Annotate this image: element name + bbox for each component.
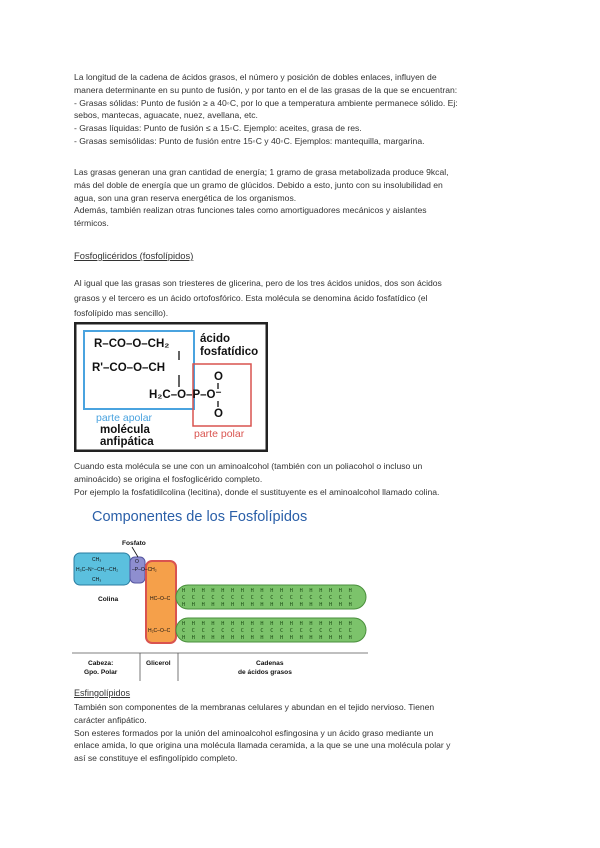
chain-atom: H — [211, 621, 215, 627]
chain-atom: H — [319, 588, 323, 594]
text-line: Las grasas generan una gran cantidad de energía; 1 gramo de grasa metabolizada produce 9kcal, — [74, 167, 449, 177]
heading-esfingolipidos: Esfingolípidos — [74, 688, 131, 698]
chain-atom: C — [329, 595, 333, 601]
label-apolar: parte apolar — [96, 412, 153, 424]
text-line: Al igual que las grasas son triesteres de glicerina, pero de los tres ácidos unidos, dos son ácidos — [74, 278, 442, 288]
chain-atom: H — [231, 621, 235, 627]
chain-atom: C — [221, 595, 225, 601]
chain-atom: C — [309, 595, 313, 601]
chain-atom: H — [260, 588, 264, 594]
figure-title: Componentes de los Fosfolípidos — [92, 509, 308, 525]
text-line: térmicos. — [74, 218, 109, 229]
chain-atom: H — [260, 602, 264, 608]
chain-atom: H — [289, 602, 293, 608]
chain-atom: C — [348, 628, 352, 634]
chain-atom: H — [221, 588, 225, 594]
chain-atom: H — [211, 588, 215, 594]
label-cabeza: Cabeza: — [88, 660, 114, 667]
text-line: Por ejemplo la fosfatidilcolina (lecitina), donde el sustituyente es el aminoalcohol llamado colina. — [74, 486, 440, 497]
chain-atom: H — [221, 621, 225, 627]
chain-atom: C — [270, 595, 274, 601]
chain-atom: H — [240, 621, 244, 627]
phosphate-oxygen-top: O — [214, 371, 223, 383]
chain-atom: H — [329, 588, 333, 594]
chain-atom: C — [319, 628, 323, 634]
chain-atom: C — [231, 595, 235, 601]
text-line: - Grasas sólidas: Punto de fusión ≥ a 40◦C, por lo que a temperatura ambiente permanece sólido. Ej: — [74, 97, 458, 108]
text-line: - Grasas semisólidas: Punto de fusión entre 15◦C y 40◦C. Ejemplos: mantequilla, margarina. — [74, 135, 425, 146]
chain-atom: H — [221, 602, 225, 608]
text-line: agua, son una gran reserva energética de los organismos. — [74, 192, 297, 203]
label-cadenas: Cadenas — [256, 660, 284, 667]
chain-atom: H — [299, 635, 303, 641]
label-molecule-2: anfipática — [100, 436, 154, 448]
chain-atom: H — [319, 635, 323, 641]
chain-atom: C — [211, 628, 215, 634]
glycerol-row-2: H₂C–O–C — [148, 628, 171, 634]
chain-atom: H — [319, 602, 323, 608]
label-colina: Colina — [98, 596, 119, 603]
text-line: grasos y el tercero es un ácido ortofosfórico. Esta molécula se denomina ácido fosfatídico (el — [74, 293, 428, 303]
chain-atom: H — [280, 635, 284, 641]
chain-atom: C — [231, 628, 235, 634]
text-line: Además, también realizan otras funciones tales como amortiguadores mecánicos y aislantes — [74, 205, 427, 216]
chain-atom: H — [270, 635, 274, 641]
chain-atom: C — [289, 595, 293, 601]
formula-row-1: R–CO–O–CH₂ — [94, 338, 170, 350]
chain-atom: H — [299, 602, 303, 608]
chain-atom: H — [182, 588, 186, 594]
chain-atom: H — [280, 588, 284, 594]
chain-atom: H — [299, 621, 303, 627]
label-glicerol: Glicerol — [146, 660, 171, 667]
chain-atom: C — [240, 595, 244, 601]
chain-atom: H — [201, 621, 205, 627]
chain-atom: H — [201, 602, 205, 608]
chain-atom: H — [191, 635, 195, 641]
chain-atom: H — [191, 621, 195, 627]
chain-atom: H — [250, 621, 254, 627]
chain-atom: C — [221, 628, 225, 634]
chain-atom: H — [201, 635, 205, 641]
chain-atom: C — [182, 595, 186, 601]
choline-ch3-top: CH₃ — [92, 557, 102, 563]
chain-atom: H — [231, 602, 235, 608]
text-line: Son esteres formados por la unión del aminoalcohol esfingosina y un ácido graso mediante un — [74, 727, 434, 738]
chain-atom: H — [338, 588, 342, 594]
chain-atom: H — [289, 588, 293, 594]
label-molecule-1: molécula — [100, 424, 150, 436]
phospholipid-components-diagram — [70, 505, 370, 683]
choline-ch3-bottom: CH₃ — [92, 577, 102, 583]
chain-atom: H — [348, 635, 352, 641]
text-line: manera determinante en su punto de fusión, y por tanto en el de las grasas de la que se encuentran: — [74, 84, 458, 95]
chain-atom: C — [348, 595, 352, 601]
paragraph-fat-melting — [74, 71, 529, 148]
chain-atom: H — [280, 621, 284, 627]
chain-atom: C — [338, 595, 342, 601]
heading-fosfogliceridos: Fosfoglicéridos (fosfolípidos) — [74, 250, 194, 261]
chain-atom: C — [260, 628, 264, 634]
phosphatidic-acid-diagram — [74, 322, 268, 452]
label-polar: parte polar — [194, 428, 245, 440]
text-line: sebos, mantecas, aguacate, nuez, avellana, etc. — [74, 110, 258, 121]
glycerol-row-1: HC–O–C — [150, 596, 171, 602]
chain-atom: C — [309, 628, 313, 634]
phosphate-oxygen: O — [135, 559, 139, 565]
label-fosfato: Fosfato — [122, 540, 146, 547]
chain-atom: H — [260, 621, 264, 627]
chain-atom: H — [338, 635, 342, 641]
chain-atom: H — [338, 621, 342, 627]
chain-atom: H — [211, 635, 215, 641]
chain-atom: H — [250, 602, 254, 608]
choline-ch3-mid: H₃C–N⁺–CH₂–CH₂ — [76, 567, 119, 573]
chain-atom: H — [270, 602, 274, 608]
chain-atom: H — [309, 621, 313, 627]
chain-atom: H — [240, 635, 244, 641]
label-acid-2: fosfatídico — [200, 346, 259, 358]
phosphate-formula: –P–O–CH₂ — [132, 567, 157, 573]
chain-atom: H — [348, 621, 352, 627]
chain-atom: H — [182, 621, 186, 627]
chain-atom: C — [280, 628, 284, 634]
chain-atom: C — [182, 628, 186, 634]
chain-atom: H — [191, 588, 195, 594]
chain-atom: H — [231, 635, 235, 641]
chain-atom: C — [240, 628, 244, 634]
chain-atom: H — [201, 588, 205, 594]
chain-atom: H — [191, 602, 195, 608]
text-line: enlace amida, lo que origina una molécula llamada ceramida, a la que se une una molécula polar y — [74, 740, 451, 751]
chain-atom: H — [260, 635, 264, 641]
chain-atom: H — [289, 621, 293, 627]
chain-atom: C — [250, 628, 254, 634]
chain-atom: C — [338, 628, 342, 634]
chain-atom: H — [270, 588, 274, 594]
text-line: - Grasas líquidas: Punto de fusión ≤ a 15◦C. Ejemplo: aceites, grasa de res. — [74, 123, 362, 134]
chain-atom: C — [250, 595, 254, 601]
label-gpo-polar: Gpo. Polar — [84, 669, 118, 676]
chain-atom: H — [240, 588, 244, 594]
chain-atom: C — [201, 595, 205, 601]
text-line: más del doble de energía que un gramo de glúcidos. Debido a esto, junto con su insolubilidad en — [74, 179, 443, 190]
chain-atom: H — [250, 588, 254, 594]
chain-atom: H — [329, 602, 333, 608]
paragraph-fosfogliceridos — [74, 276, 529, 321]
chain-atom: C — [319, 595, 323, 601]
chain-atom: C — [299, 595, 303, 601]
formula-row-2: R'–CO–O–CH — [92, 362, 166, 374]
chain-atom: C — [191, 595, 195, 601]
paragraph-fat-energy — [74, 166, 529, 230]
text-line: También son componentes de la membranas celulares y abundan en el tejido nervioso. Tienen — [74, 702, 435, 712]
chain-atom: C — [201, 628, 205, 634]
chain-atom: H — [329, 635, 333, 641]
chain-atom: H — [270, 621, 274, 627]
chain-atom: C — [211, 595, 215, 601]
chain-atom: C — [329, 628, 333, 634]
chain-atom: H — [240, 602, 244, 608]
chain-atom: C — [289, 628, 293, 634]
chain-atom: H — [182, 602, 186, 608]
paragraph-esfingolipidos — [74, 701, 529, 765]
text-line: fosfolípido mas sencillo). — [74, 308, 169, 318]
chain-atom: H — [348, 602, 352, 608]
chain-atom: H — [289, 635, 293, 641]
chain-atom: H — [280, 602, 284, 608]
formula-row-3: H₂C–O–P–O⁻ — [149, 389, 222, 401]
chain-atom: H — [182, 635, 186, 641]
chain-atom: H — [309, 602, 313, 608]
chain-atom: H — [231, 588, 235, 594]
chain-atom: H — [338, 602, 342, 608]
chain-atom: H — [309, 588, 313, 594]
text-line: así se constituye el esfingolípido completo. — [74, 753, 238, 764]
paragraph-aminoalcohol — [74, 460, 529, 498]
phosphate-oxygen-bottom: O — [214, 408, 223, 420]
chain-atom: H — [250, 635, 254, 641]
chain-atom: C — [280, 595, 284, 601]
chain-atom: H — [319, 621, 323, 627]
chain-atom: H — [299, 588, 303, 594]
chain-atom: H — [309, 635, 313, 641]
text-line: La longitud de la cadena de ácidos grasos, el número y posición de dobles enlaces, influyen de — [74, 72, 437, 82]
label-acid-1: ácido — [200, 333, 231, 345]
chain-atom: C — [299, 628, 303, 634]
chain-atom: H — [211, 602, 215, 608]
label-de-acidos: de ácidos grasos — [238, 669, 292, 676]
chain-atom: H — [348, 588, 352, 594]
chain-atom: C — [191, 628, 195, 634]
chain-atom: C — [260, 595, 264, 601]
chain-atom: H — [329, 621, 333, 627]
chain-atom: C — [270, 628, 274, 634]
text-line: aminoácido) se origina el fosfoglicérido completo. — [74, 473, 263, 484]
text-line: Cuando esta molécula se une con un aminoalcohol (también con un poliacohol o incluso un — [74, 461, 423, 471]
text-line: carácter anfipático. — [74, 714, 147, 725]
chain-atom: H — [221, 635, 225, 641]
